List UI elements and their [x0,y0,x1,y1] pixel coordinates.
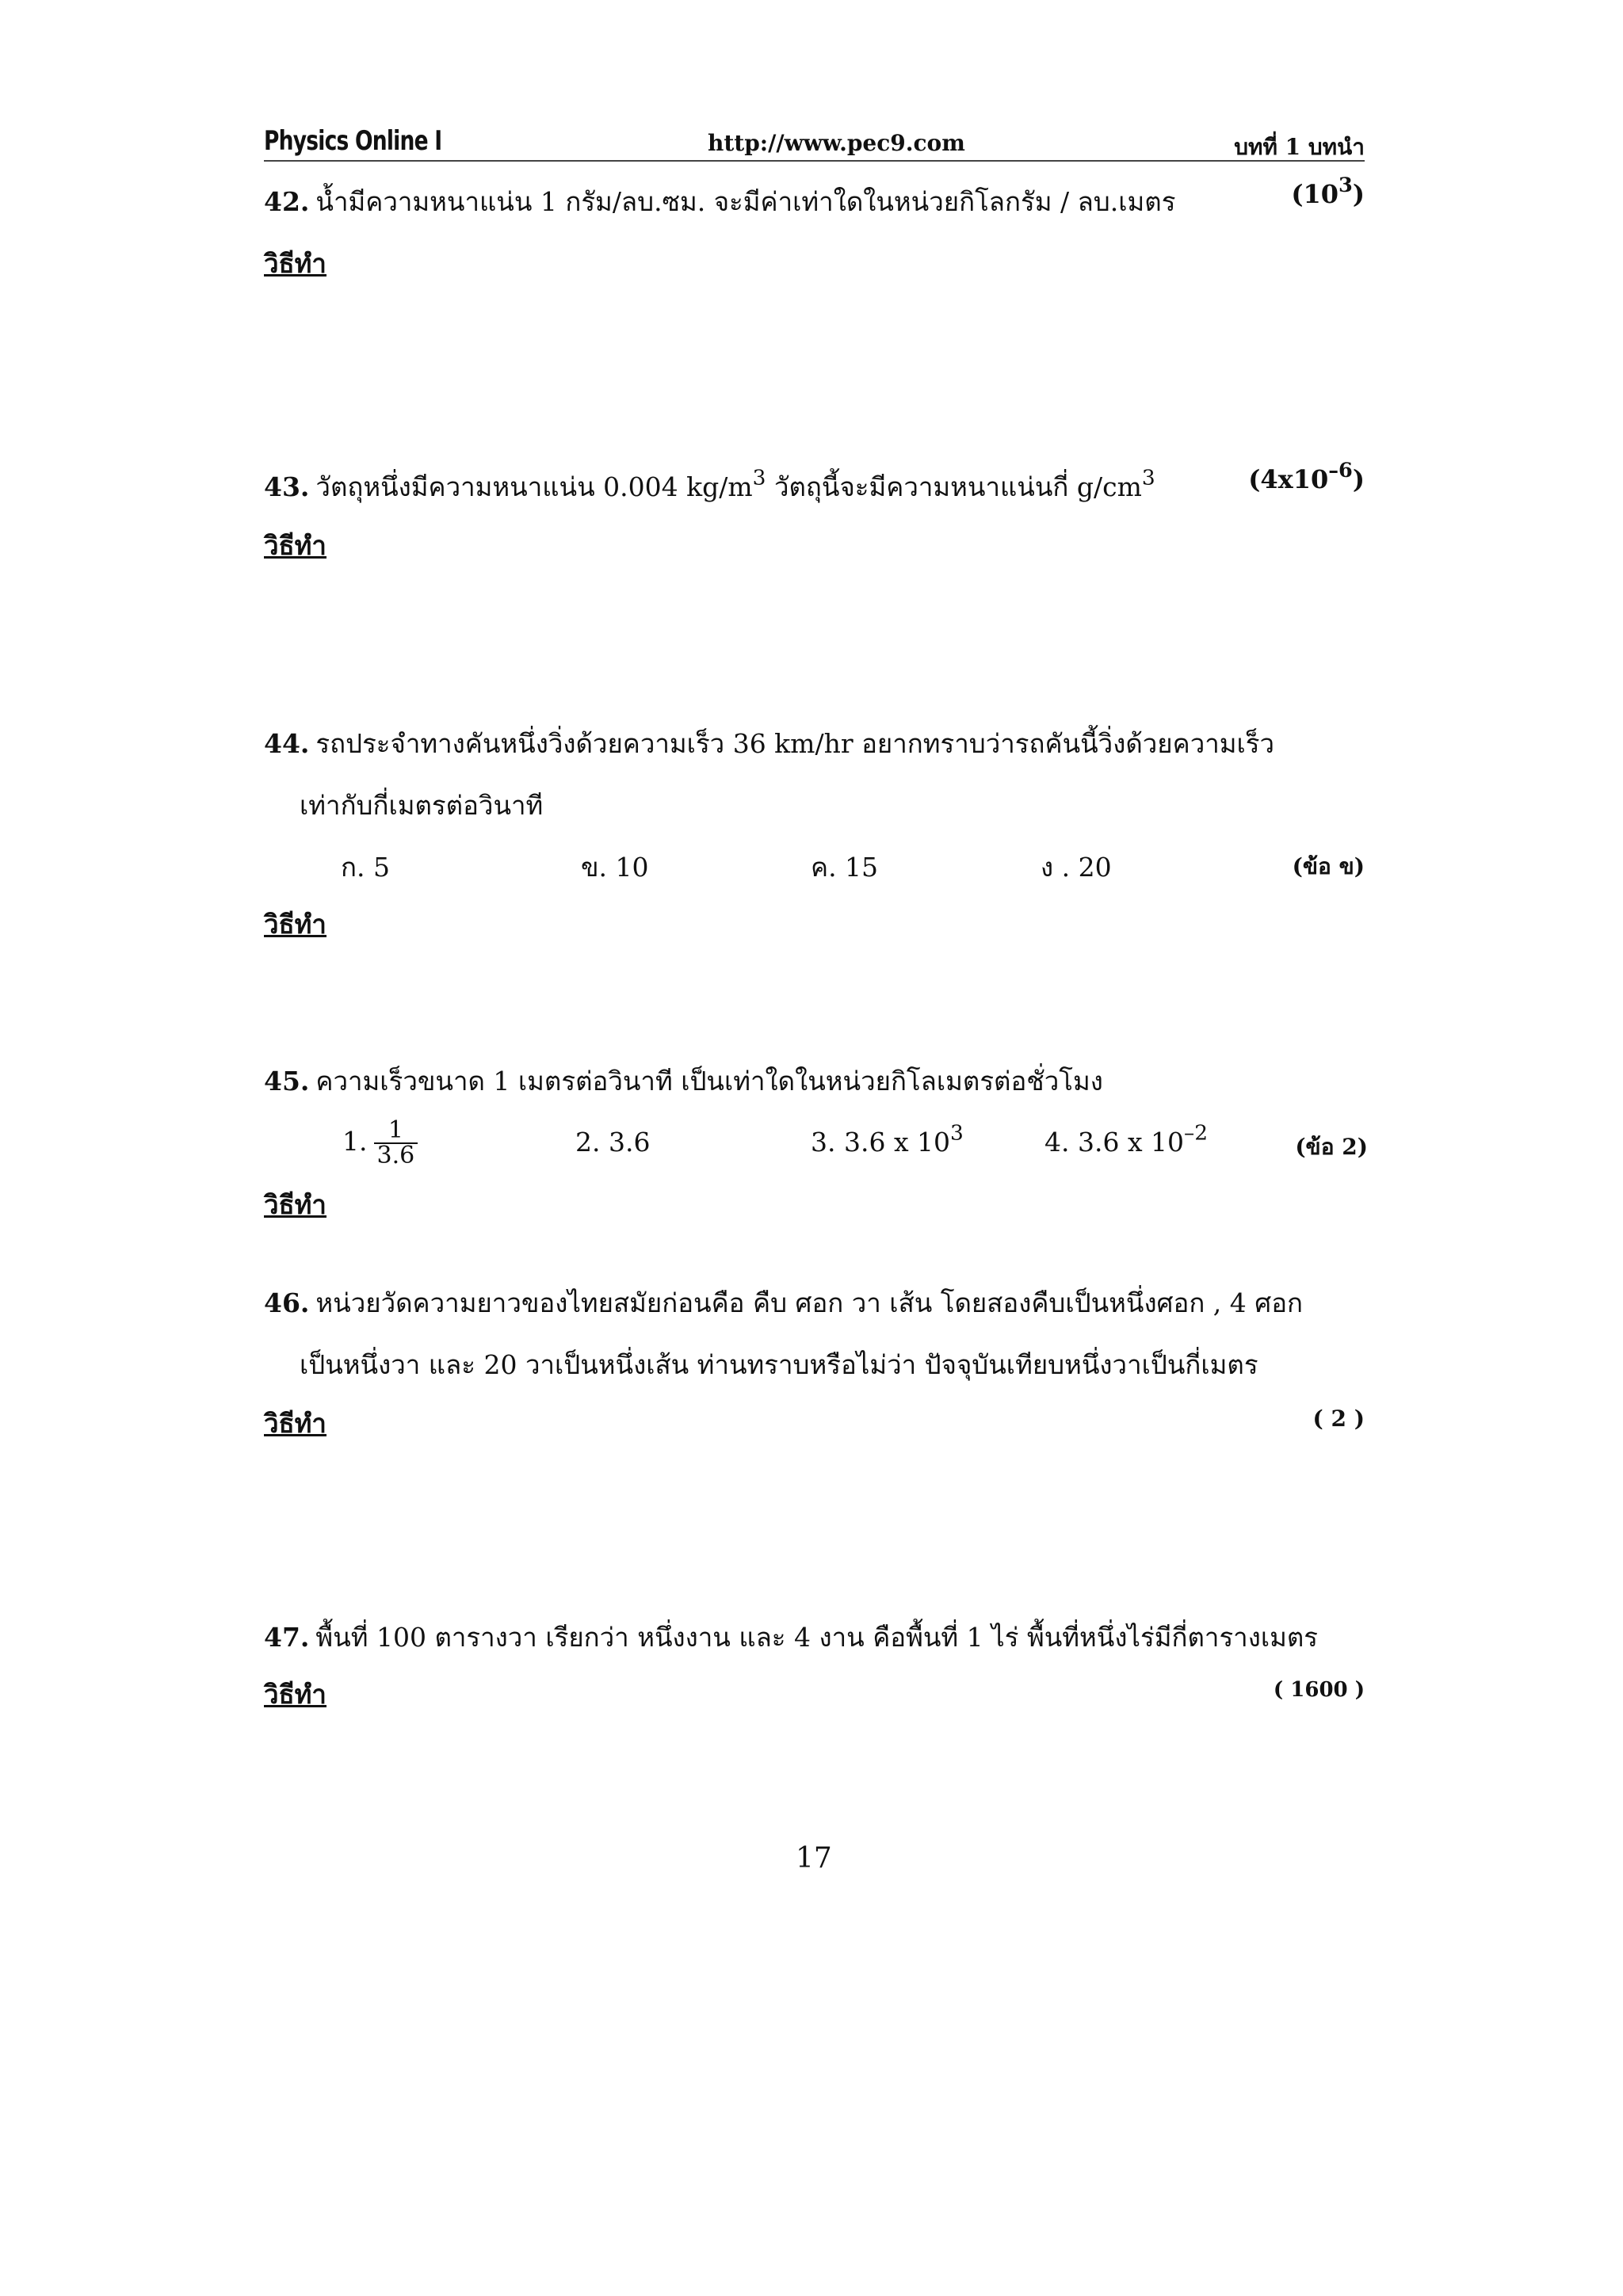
fraction [374,1116,418,1169]
option-base: 4. 3.6 x 10 [1044,1127,1185,1158]
answer-base: (10 [1291,179,1339,209]
header-chapter: บทที่ 1 บทนำ [1234,134,1365,160]
method-label-44: วิธีทำ [264,909,327,940]
question-number: 46. [264,1287,310,1318]
page-number: 17 [796,1842,832,1875]
answer-42 [1291,173,1365,209]
method-label-43: วิธีทำ [264,530,327,561]
question-text-b: วัตถุนี้จะมีความหนาแน่นกี่ g/cm [766,471,1142,502]
q44-option-2: ข. 10 [581,852,649,883]
answer-43 [1248,458,1365,494]
question-text: น้ำมีความหนาแน่น 1 กรัม/ลบ.ซม. จะมีค่าเท่าใดในหน่วยกิโลกรัม / ลบ.เมตร [315,186,1176,217]
fraction-denominator: 3.6 [376,1142,415,1169]
answer-44: (ข้อ ข) [1292,853,1365,879]
question-number: 47. [264,1622,310,1653]
option-exponent: 3 [950,1120,964,1146]
answer-close: ) [1352,179,1365,209]
question-text: พื้นที่ 100 ตารางวา เรียกว่า หนึ่งงาน และ 4 งาน คือพื้นที่ 1 ไร่ พื้นที่หนึ่งไร่มีกี่ตารางเมตร [315,1622,1319,1653]
answer-46: ( 2 ) [1312,1405,1365,1432]
q45-option-3 [811,1120,964,1158]
fraction-numerator: 1 [374,1119,418,1144]
question-number: 43. [264,471,310,502]
answer-45: (ข้อ 2) [1295,1134,1368,1160]
answer-47: ( 1600 ) [1273,1678,1365,1702]
question-44-line-2: เท่ากับกี่เมตรต่อวินาที [300,790,544,821]
page-header [264,125,1365,162]
answer-base: (4x10 [1248,464,1329,494]
exponent-a: 3 [752,465,766,490]
question-number: 44. [264,728,310,759]
q44-option-1: ก. 5 [341,852,390,883]
q45-option-2: 2. 3.6 [575,1127,651,1158]
question-42 [264,181,1175,223]
method-label-47: วิธีทำ [264,1679,327,1710]
question-number: 42. [264,186,310,217]
option-exponent: –2 [1184,1120,1209,1146]
answer-exponent: 3 [1338,173,1353,197]
header-brand: Physics Online I [264,125,442,157]
method-label-45: วิธีทำ [264,1189,327,1220]
question-46-line-2: เป็นหนึ่งวา และ 20 วาเป็นหนึ่งเส้น ท่านทราบหรือไม่ว่า ปัจจุบันเทียบหนึ่งวาเป็นกี่เมตร [300,1349,1258,1380]
question-47 [264,1616,1318,1658]
answer-close: ) [1352,464,1365,494]
question-text-a: วัตถุหนึ่งมีความหนาแน่น 0.004 kg/m [315,471,753,502]
q44-option-4: ง . 20 [1041,852,1112,883]
option-label: 1. [342,1126,368,1157]
question-44-line-1 [264,723,1274,765]
q45-option-1 [342,1116,418,1169]
question-46-line-1 [264,1282,1303,1324]
question-number: 45. [264,1066,310,1097]
question-text: หน่วยวัดความยาวของไทยสมัยก่อนคือ คืบ ศอก วา เส้น โดยสองคืบเป็นหนึ่งศอก , 4 ศอก [315,1287,1304,1318]
q44-option-3: ค. 15 [811,852,879,883]
question-45 [264,1060,1103,1102]
method-label-42: วิธีทำ [264,248,327,279]
option-base: 3. 3.6 x 10 [811,1127,951,1158]
question-text: ความเร็วขนาด 1 เมตรต่อวินาที เป็นเท่าใดในหน่วยกิโลเมตรต่อชั่วโมง [315,1066,1103,1097]
exponent-b: 3 [1141,465,1155,490]
q45-option-4 [1044,1120,1209,1158]
method-label-46: วิธีทำ [264,1408,327,1439]
question-text: รถประจำทางคันหนึ่งวิ่งด้วยความเร็ว 36 km/hr อยากทราบว่ารถคันนี้วิ่งด้วยความเร็ว [315,728,1275,759]
question-43 [264,466,1155,508]
answer-exponent: –6 [1328,458,1353,482]
header-url[interactable]: http://www.pec9.com [708,130,965,156]
